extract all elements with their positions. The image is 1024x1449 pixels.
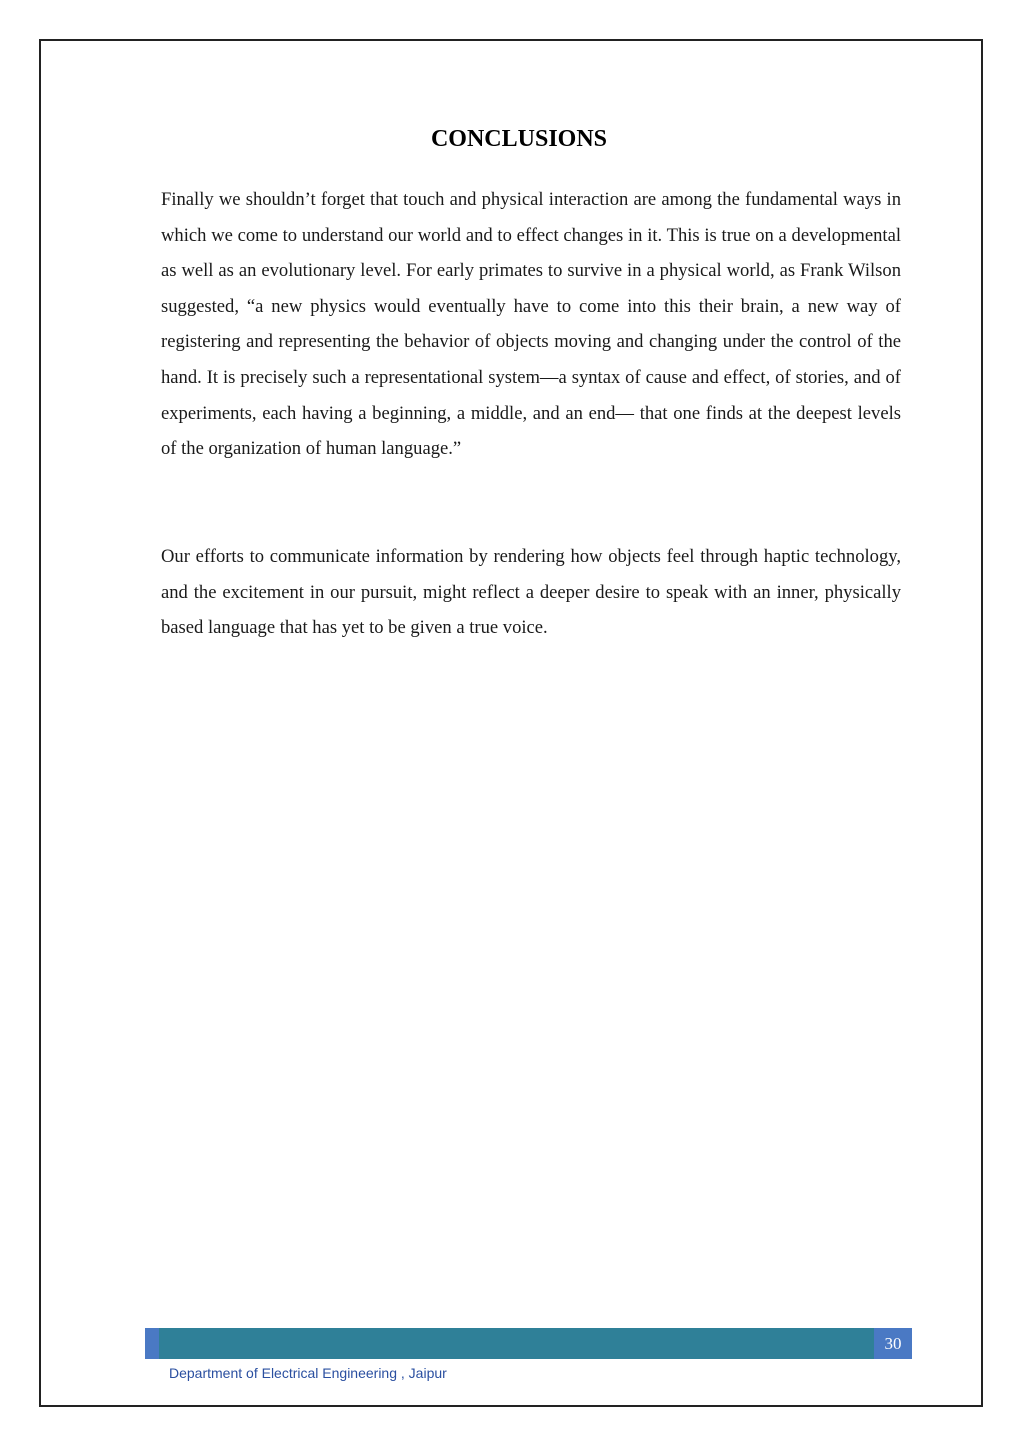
paragraph-2: Our efforts to communicate information by rendering how objects feel through haptic technology, and the excitement in our pursuit, might reflect a deeper desire to speak with an inner, physically based language that has yet to be given a true voice. <box>161 546 901 639</box>
footer-accent-block <box>145 1328 159 1359</box>
page-heading: CONCLUSIONS <box>430 126 608 152</box>
footer-bar <box>145 1328 912 1359</box>
footer-band <box>159 1328 874 1359</box>
footer-department: Department of Electrical Engineering , Jaipur <box>169 1365 447 1381</box>
paragraph-1: Finally we shouldn’t forget that touch and physical interaction are among the fundamental ways in which we come to understand our world and to effect changes in it. This is true on a developmental as well as an evolutionary level. For early primates to survive in a physical world, as Frank Wilson suggested, “a new physics would eventually have to come into this their brain, a new way of registering and representing the behavior of objects moving and changing under the control of the hand. It is precisely such a representational system—a syntax of cause and effect, of stories, and of experiments, each having a beginning, a middle, and an end— that one finds at the deepest levels of the organization of human language.” <box>161 189 901 460</box>
page-number: 30 <box>874 1328 912 1359</box>
